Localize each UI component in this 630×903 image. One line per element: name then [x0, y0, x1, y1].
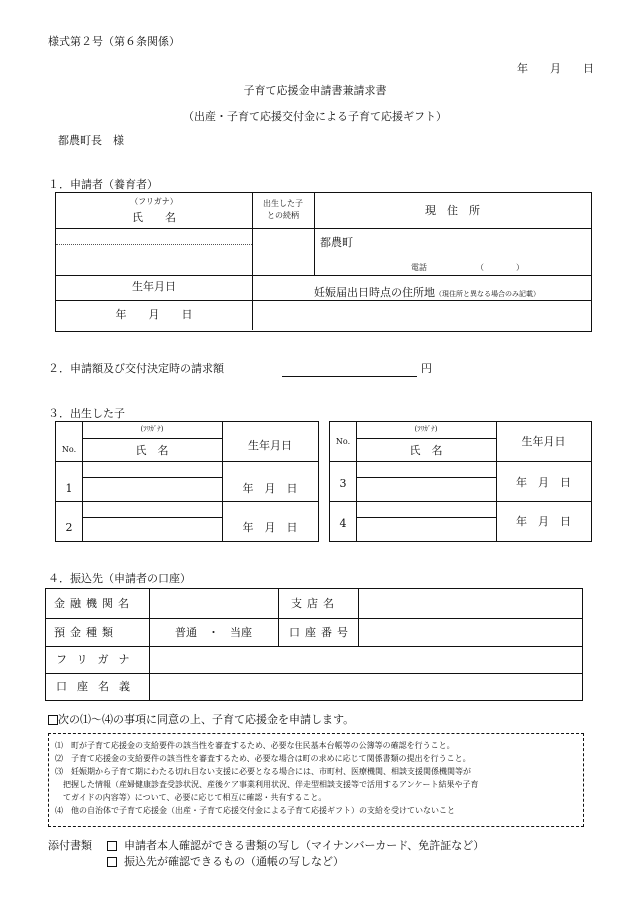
bank-name-field[interactable]: [150, 590, 277, 617]
pregnancy-address-field[interactable]: [253, 301, 589, 329]
relation-label-2: との続柄: [267, 211, 299, 220]
child-birthdate-field[interactable]: 年 月 日: [516, 476, 571, 489]
town-prefix: 都農町: [320, 236, 353, 249]
relation-label-1: 出生した子: [263, 199, 303, 208]
account-number-label: 口座番号: [289, 626, 353, 639]
branch-name-label: 支店名: [291, 597, 339, 610]
pregnancy-address-label: 妊娠届出日時点の住所地: [314, 286, 435, 299]
page-title: 子育て応援金申請書兼請求書: [243, 84, 387, 97]
applicant-table: [55, 192, 592, 332]
consent-item: ⑷ 他の自治体で子育て応援金（出産・子育て応援交付金による子育て応援ギフト）の支給を受けていないこと: [55, 806, 455, 815]
page-subtitle: （出産・子育て応援交付金による子育て応援ギフト）: [183, 110, 447, 123]
bank-account-table: [45, 588, 583, 701]
consent-statement-row: [48, 714, 354, 727]
applicant-furigana-field[interactable]: [57, 229, 251, 243]
birthdate-label: 生年月日: [132, 280, 176, 293]
child-row-number: 4: [339, 517, 347, 530]
phone-field[interactable]: （ ）: [476, 263, 524, 272]
child-birthdate-field[interactable]: 年 月 日: [242, 482, 298, 495]
consent-item: ⑴ 町が子育て応援金の支給要件の該当性を審査するため、必要な住民基本台帳等の公簿等の確認を行うこと。: [55, 741, 455, 750]
amount-unit: 円: [421, 362, 432, 375]
relation-field[interactable]: [253, 229, 313, 274]
child-birthdate-field[interactable]: 年 月 日: [242, 521, 298, 534]
date-line: 年 月 日: [517, 62, 594, 75]
child-row-number: 1: [65, 482, 73, 495]
address-label: 現 住 所: [425, 204, 480, 217]
child-name-field[interactable]: [357, 518, 495, 540]
child-row-number: 2: [65, 521, 73, 534]
child-name-header: 氏 名: [409, 444, 443, 457]
account-furigana-field[interactable]: [150, 647, 581, 672]
child-birthdate-field[interactable]: 年 月 日: [516, 515, 571, 528]
child-furigana-header: (ﾌﾘｶﾞﾅ): [140, 425, 164, 433]
child-no-header: No.: [335, 437, 351, 446]
child-name-field[interactable]: [83, 478, 221, 500]
applicant-furigana-label: （フリガナ）: [130, 197, 178, 206]
child-name-field[interactable]: [83, 518, 221, 540]
child-birthdate-header: 生年月日: [521, 435, 566, 448]
attachment-item-2: [107, 856, 344, 869]
applicant-name-label: 氏 名: [132, 211, 176, 224]
section4-heading: ４．振込先（申請者の口座）: [48, 572, 191, 585]
deposit-type-selector[interactable]: 普通 ・ 当座: [175, 626, 252, 639]
account-furigana-label: フリガナ: [56, 653, 140, 666]
consent-statement: 次の⑴～⑷の事項に同意の上、子育て応援金を申請します。: [58, 713, 355, 726]
children-table-left: [55, 421, 319, 542]
attachment-item-2-text: 振込先が確認できるもの（通帳の写しなど）: [124, 855, 344, 868]
section3-heading: ３．出生した子: [48, 407, 125, 420]
child-furigana-field[interactable]: [357, 462, 495, 476]
address-field[interactable]: [356, 231, 586, 253]
consent-item: てガイドの内容等）について、必要に応じて相互に確認・共有すること。: [55, 793, 327, 802]
child-furigana-field[interactable]: [83, 502, 221, 516]
applicant-name-field[interactable]: [57, 245, 251, 274]
pregnancy-address-heading: [314, 281, 540, 300]
section1-heading: １．申請者（養育者）: [48, 178, 158, 191]
attachment-checkbox-1[interactable]: [107, 841, 117, 851]
child-no-header: No.: [61, 445, 77, 454]
birthdate-field[interactable]: 年 月 日: [115, 308, 193, 321]
deposit-type-label: 預金種類: [54, 626, 118, 639]
consent-item: 把握した情報（産婦健康診査受診状況、産後ケア事業利用状況、伴走型相談支援等で活用するアンケート結果や子育: [55, 780, 479, 789]
account-holder-field[interactable]: [150, 674, 581, 699]
form-number: 様式第２号（第６条関係）: [48, 35, 180, 48]
consent-item: ⑶ 妊娠期から子育て期にわたる切れ目ない支援に必要となる場合には、市町村、医療機関、相談支援関係機関等が: [55, 767, 471, 776]
children-table-right: [329, 421, 592, 542]
pregnancy-address-note: （現住所と異なる場合のみ記載）: [435, 290, 540, 298]
child-furigana-field[interactable]: [357, 502, 495, 516]
child-row-number: 3: [339, 477, 347, 490]
consent-checkbox[interactable]: [48, 715, 58, 725]
consent-items-box: [48, 733, 584, 827]
child-furigana-field[interactable]: [83, 462, 221, 476]
request-amount-field[interactable]: [282, 363, 417, 377]
child-birthdate-header: 生年月日: [248, 439, 292, 452]
child-furigana-header: (ﾌﾘｶﾞﾅ): [414, 425, 438, 433]
child-name-header: 氏 名: [135, 444, 169, 457]
account-number-field[interactable]: [359, 619, 581, 645]
addressee: 都農町長 様: [58, 134, 124, 147]
attachment-item-1: [107, 840, 484, 853]
attachment-checkbox-2[interactable]: [107, 857, 117, 867]
account-holder-label: 口座名義: [56, 680, 140, 693]
attachments-label: 添付書類: [48, 839, 92, 852]
attachment-item-1-text: 申請者本人確認ができる書類の写し（マイナンバーカード、免許証など）: [124, 839, 485, 852]
bank-name-label: 金融機関名: [54, 597, 134, 610]
consent-item: ⑵ 子育て応援金の支給要件の該当性を審査するため、必要な場合は町の求めに応じて関係書類の提出を行うこと。: [55, 754, 471, 763]
section2-heading: ２．申請額及び交付決定時の請求額: [48, 362, 224, 375]
branch-name-field[interactable]: [359, 590, 581, 617]
phone-label: 電話: [411, 263, 427, 272]
child-name-field[interactable]: [357, 478, 495, 500]
